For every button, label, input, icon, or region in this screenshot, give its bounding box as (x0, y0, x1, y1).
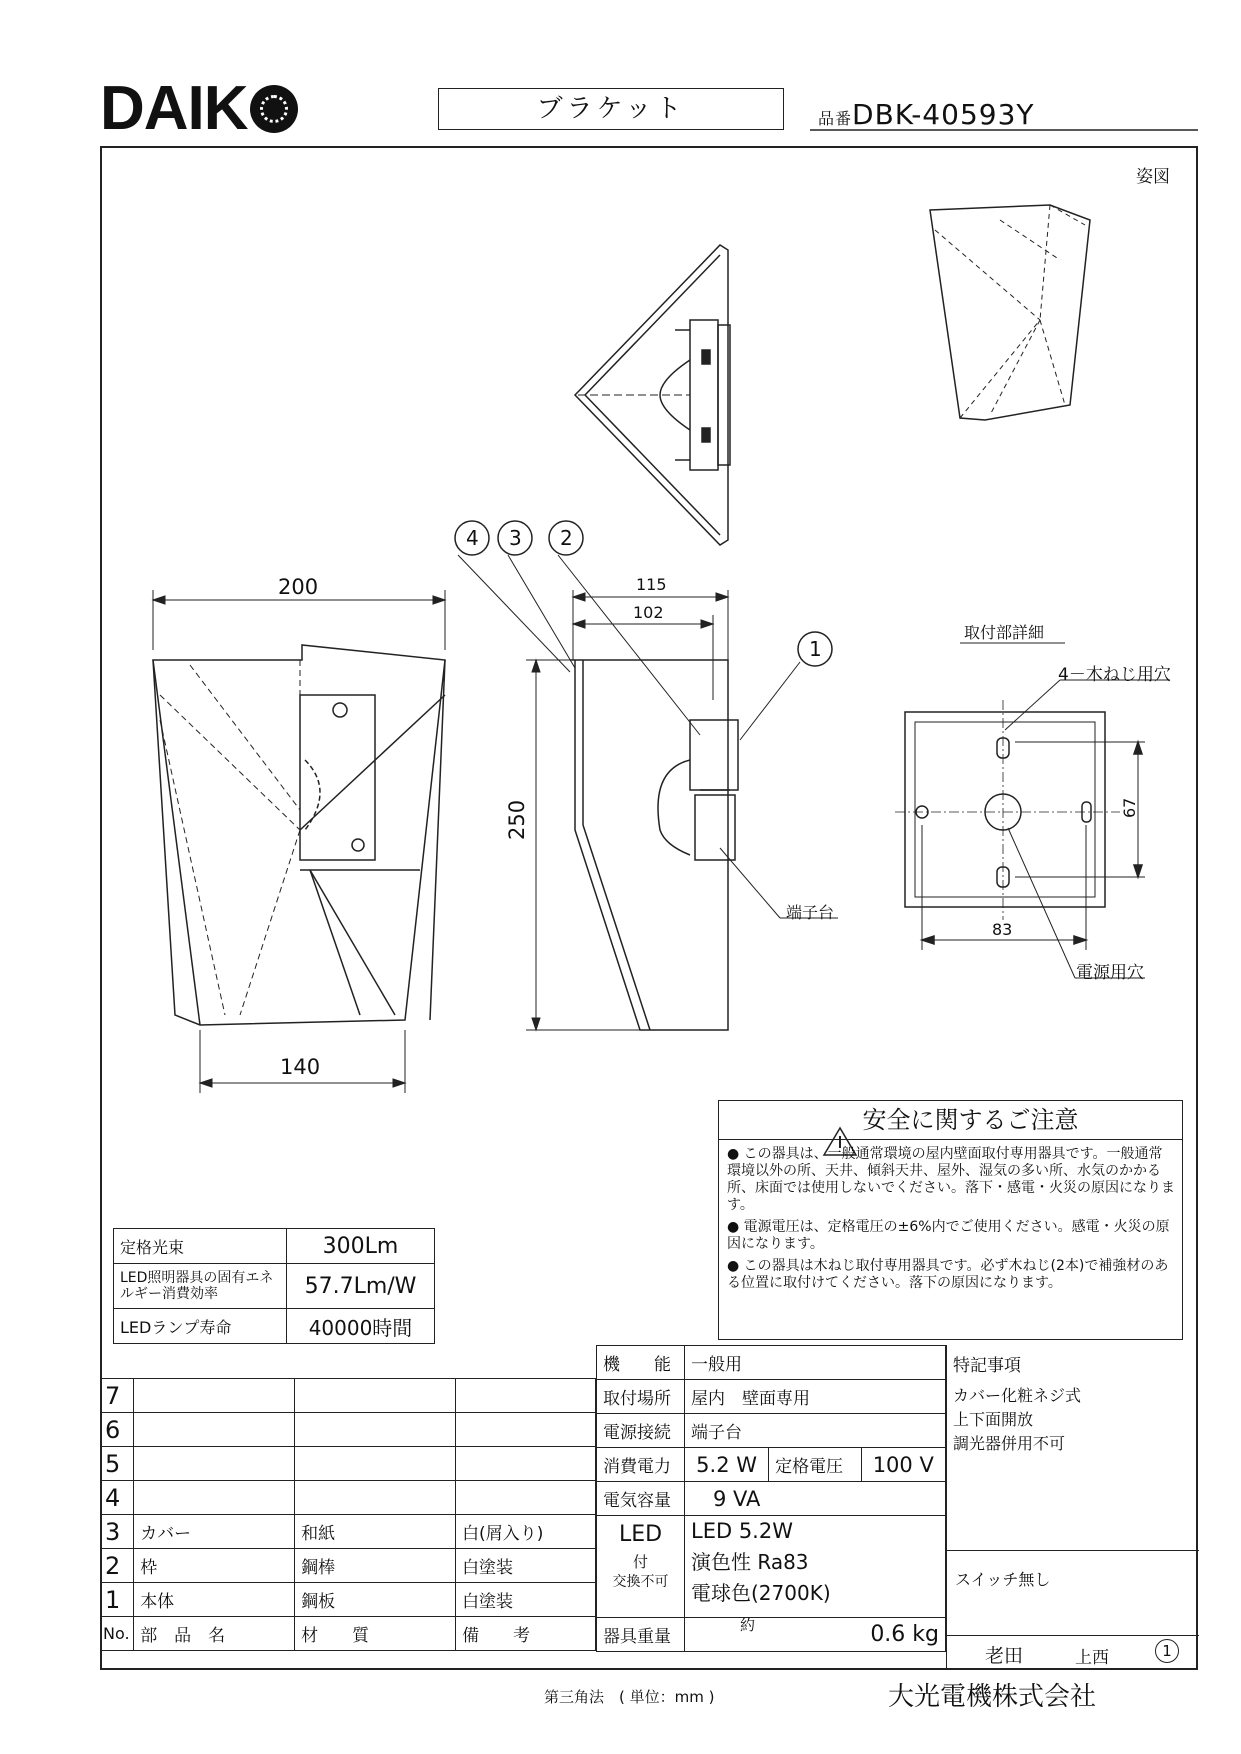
table-row: 4 (101, 1481, 596, 1515)
table-row: 2 枠 鋼棒 白塗装 (101, 1549, 596, 1583)
special-notes (946, 1345, 1199, 1670)
spec-value: 40000時間 (287, 1309, 435, 1344)
safety-item-1: ● この器具は、一般通常環境の屋内壁面取付専用器具です。一般通常環境以外の所、天井、傾斜天井、屋外、湿気の多い所、水気のかかる所、床面では使用しないでください。落下・感電・火災の原因になります。 (727, 1146, 1175, 1213)
special-note-line: 上下面開放 (953, 1410, 1034, 1429)
product-type-box: ブラケット (438, 88, 784, 130)
spec-label: 定格光束 (114, 1229, 287, 1264)
spec-label: LED照明器具の固有エネルギー消費効率 (114, 1264, 287, 1309)
spec-label: LEDランプ寿命 (114, 1309, 287, 1344)
dimension-lines (153, 590, 728, 1093)
terminal-block-label: 端子台 (786, 903, 835, 922)
side-view (570, 660, 738, 1030)
projection-note: 第三角法 ( 単位：mm ) (544, 1688, 715, 1706)
perspective-label: 姿図 (1136, 167, 1170, 187)
table-row: 7 (101, 1379, 596, 1413)
parts-table (100, 1378, 596, 1651)
lamp-spec-table (113, 1228, 435, 1344)
callout-3: 3 (509, 526, 522, 550)
table-row: 1 本体 鋼板 白塗装 (101, 1583, 596, 1617)
mount-detail-title: 取付部詳細 (964, 623, 1045, 642)
spec-value: 300Lm (287, 1229, 435, 1264)
part-number: 品番DBK-40593Y (818, 98, 1035, 131)
fixture-spec-table: 機 能 一般用 取付場所 屋内 壁面専用 電源接続 端子台 消費電力 5.2 W 定格電圧 100 V 電気容量 9 VA LED 付 交換不可 LED 5.2W 演色性 Ra83 電球色(2700K) 器具重量 約 0.6 kg (596, 1345, 946, 1652)
dim-width-200: 200 (278, 575, 319, 599)
callout-4: 4 (466, 526, 479, 550)
signature-1: 老田 (985, 1645, 1024, 1667)
special-note-line: 調光器併用不可 (953, 1434, 1066, 1453)
safety-item-2: ● 電源電圧は、定格電圧の±6%内でご使用ください。感電・火災の原因になります。 (727, 1219, 1170, 1252)
switch-note: スイッチ無し (955, 1570, 1051, 1589)
dim-depth-102: 102 (633, 603, 664, 622)
callout-2: 2 (560, 526, 573, 550)
table-row: 3 カバー 和紙 白(屑入り) (101, 1515, 596, 1549)
dim-83: 83 (992, 920, 1013, 939)
special-note-line: カバー化粧ネジ式 (953, 1386, 1082, 1405)
safety-notice (718, 1100, 1183, 1340)
dim-height-250: 250 (505, 799, 529, 840)
top-view (575, 245, 730, 545)
dim-width-140: 140 (280, 1055, 321, 1079)
signature-2: 上西 (1075, 1648, 1109, 1668)
power-hole-label: 電源用穴 (1076, 963, 1144, 983)
special-notes-title: 特記事項 (953, 1356, 1021, 1376)
table-header-row: No. 部 品 名 材 質 備 考 (101, 1617, 596, 1651)
revision-circle: 1 (1155, 1639, 1179, 1663)
safety-title: 安全に関するご注意 (719, 1101, 1182, 1140)
screw-holes-label: 4－木ねじ用穴 (1058, 665, 1171, 685)
dim-67: 67 (1120, 797, 1139, 818)
table-row: 5 (101, 1447, 596, 1481)
table-row: 6 (101, 1413, 596, 1447)
dim-depth-115: 115 (636, 575, 667, 594)
safety-item-3: ● この器具は木ねじ取付専用器具です。必ず木ねじ(2本)で補強材のある位置に取付けてください。落下の原因になります。 (727, 1258, 1169, 1291)
spec-value: 57.7Lm/W (287, 1264, 435, 1309)
daiko-logo: DAIK (100, 78, 298, 140)
perspective-view (930, 205, 1090, 420)
callout-1: 1 (809, 637, 822, 661)
front-view (153, 645, 445, 1025)
company-name: 大光電機株式会社 (888, 1682, 1097, 1712)
